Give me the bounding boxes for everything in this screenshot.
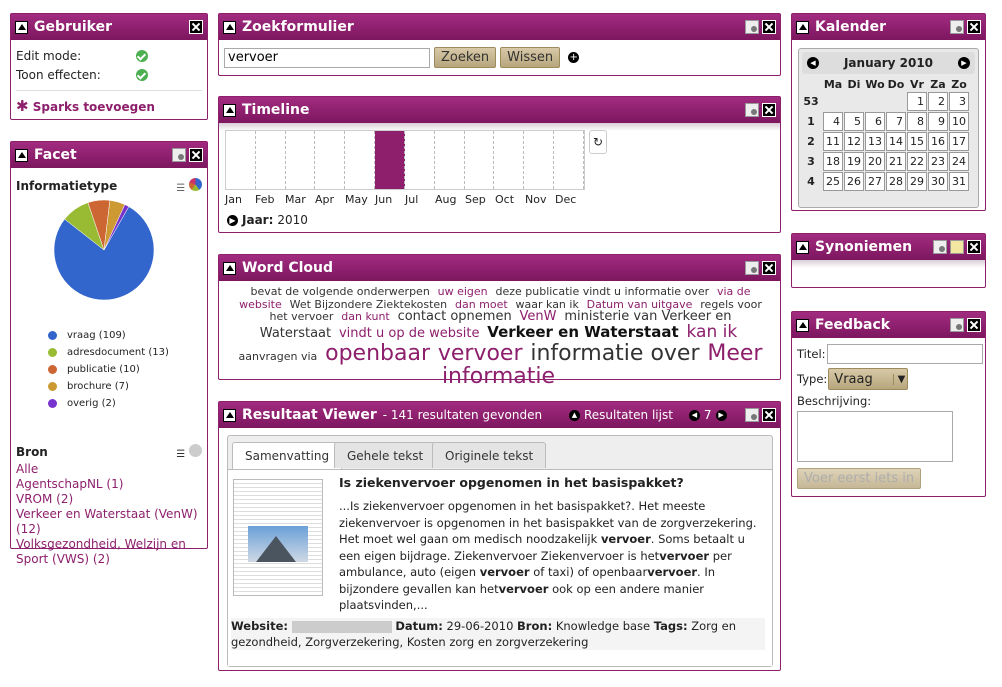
wordcloud-term[interactable]: kan ik <box>686 321 738 342</box>
timeline-month-bar[interactable] <box>465 131 495 189</box>
collapse-icon[interactable] <box>223 409 236 422</box>
calendar-day[interactable]: 10 <box>949 112 969 131</box>
settings-icon[interactable] <box>933 240 947 254</box>
calendar-day[interactable]: 25 <box>823 172 843 191</box>
document-thumbnail[interactable] <box>233 479 323 596</box>
result-count: - 141 resultaten gevonden <box>382 408 543 422</box>
calendar-grid <box>801 77 970 192</box>
timeline-month-label[interactable]: Feb <box>255 193 275 206</box>
prev-icon[interactable]: ◀ <box>689 410 700 421</box>
tags-value: Zorg en gezondheid, Zorgverzekering, Kosten zorg en zorgverzekering <box>231 619 737 649</box>
jaar-label: Jaar: <box>242 213 274 227</box>
close-icon[interactable] <box>189 148 203 162</box>
bron-item[interactable]: Verkeer en Waterstaat (VenW) (12) <box>16 507 198 536</box>
calendar-day[interactable]: 8 <box>907 112 927 131</box>
week-number: 2 <box>807 135 815 148</box>
settings-icon[interactable] <box>950 20 964 34</box>
prev-month-icon[interactable]: ◀ <box>807 57 819 69</box>
kalender-panel <box>791 13 986 211</box>
collapse-icon[interactable] <box>223 104 236 117</box>
bron-item[interactable]: Volksgezondheid, Welzijn en Sport (VWS) (2) <box>16 537 186 566</box>
bron-label: Bron: <box>517 619 553 633</box>
pie-chart-icon[interactable] <box>189 444 202 457</box>
wordcloud-term[interactable]: Meer informatie <box>441 340 763 389</box>
wordcloud-term[interactable]: dan kunt <box>341 310 390 324</box>
calendar-day[interactable]: 15 <box>907 132 927 151</box>
calendar-day[interactable]: 13 <box>865 132 885 151</box>
feedback-panel <box>791 311 986 497</box>
zoekformulier-header <box>219 14 780 40</box>
wissen-button[interactable]: Wissen <box>500 47 560 68</box>
week-number: 1 <box>807 115 815 128</box>
collapse-icon[interactable] <box>796 241 809 254</box>
timeline-bars[interactable] <box>225 130 585 190</box>
panel-title: Gebruiker <box>34 19 113 35</box>
zoekformulier-panel <box>218 13 781 76</box>
chevron-up-icon[interactable]: ▲ <box>569 410 580 421</box>
page-number: 7 <box>703 408 712 422</box>
legend-item[interactable] <box>48 361 202 378</box>
calendar-empty <box>865 92 885 111</box>
settings-icon[interactable] <box>745 408 759 422</box>
close-icon[interactable] <box>189 20 203 34</box>
chevron-down-icon: ▼ <box>893 374 906 385</box>
result-summary <box>339 498 764 614</box>
summary-fragment: ...Is ziekenvervoer opgenomen in het basispakket?. Het meeste ziekenvervoer is opgenomen in het basispakket van de zorgverzekering. Het moet wel gaan om medisch noodzakelijk <box>339 499 757 546</box>
plus-icon[interactable]: + <box>569 52 578 63</box>
timeline-month-label[interactable]: Mar <box>285 193 306 206</box>
wordcloud-term[interactable]: openbaar <box>325 340 431 366</box>
gebruiker-header <box>11 14 207 40</box>
close-icon[interactable] <box>762 103 776 117</box>
type-label: Type: <box>797 372 828 386</box>
legend-dot <box>48 399 57 408</box>
reset-icon[interactable]: ↻ <box>589 130 607 154</box>
legend-dot <box>48 331 57 340</box>
wordcloud-term[interactable]: vindt u op de website <box>338 325 480 341</box>
bron-item[interactable]: AgentschapNL (1) <box>16 477 124 491</box>
sparks-toevoegen-link[interactable]: Sparks toevoegen <box>32 100 155 114</box>
summary-fragment: . In bijzondere gevallen kan het <box>339 565 716 596</box>
wordcloud-term[interactable]: Datum van uitgave <box>586 297 693 311</box>
close-icon[interactable] <box>967 20 981 34</box>
datum-value: 29-06-2010 <box>446 619 514 633</box>
next-icon[interactable]: ▶ <box>716 410 727 421</box>
legend-item[interactable] <box>48 327 202 344</box>
tab-originele-tekst[interactable]: Originele tekst <box>432 442 546 468</box>
summary-fragment: vervoer <box>600 532 651 546</box>
informatietype-heading: Informatietype <box>16 179 118 193</box>
timeline-month-label[interactable]: Jun <box>375 193 393 206</box>
weekday-label: Wo <box>865 78 885 91</box>
titel-label: Titel: <box>797 347 826 361</box>
feedback-header <box>792 312 985 338</box>
collapse-icon[interactable] <box>223 21 236 34</box>
weekday-label: Do <box>887 78 905 91</box>
edit-icon[interactable] <box>950 240 964 254</box>
calendar-day[interactable]: 31 <box>949 172 969 191</box>
panel-title: Feedback <box>815 317 891 333</box>
datum-label: Datum: <box>395 619 443 633</box>
panel-title: Resultaat Viewer <box>242 407 377 423</box>
facet-panel <box>10 141 208 566</box>
weekday-label: Ma <box>823 78 843 91</box>
zoeken-button[interactable]: Zoeken <box>434 47 496 68</box>
tab-gehele-tekst[interactable]: Gehele tekst <box>334 442 436 468</box>
next-month-icon[interactable]: ▶ <box>958 57 970 69</box>
titel-input[interactable] <box>827 344 983 364</box>
timeline-month-bar[interactable] <box>286 131 316 189</box>
asterisk-icon: ✱ <box>16 97 29 115</box>
calendar-day[interactable]: 26 <box>844 172 864 191</box>
timeline-month-bar[interactable] <box>345 131 375 189</box>
bron-item[interactable]: Alle <box>16 462 39 476</box>
summary-fragment: vervoer <box>647 565 698 579</box>
legend-dot <box>48 348 57 357</box>
calendar-day[interactable]: 14 <box>886 132 906 151</box>
week-number: 53 <box>803 95 819 108</box>
calendar-day[interactable]: 9 <box>928 112 948 131</box>
synoniemen-panel <box>791 233 986 288</box>
summary-fragment: ook op een andere manier plaatsvinden,... <box>339 581 705 612</box>
effects-check-icon[interactable] <box>136 69 148 81</box>
timeline-month-label[interactable]: May <box>345 193 368 206</box>
timeline-month-bar[interactable] <box>494 131 524 189</box>
pie-chart-icon[interactable] <box>189 178 202 191</box>
calendar-empty <box>823 92 843 111</box>
timeline-month-bar[interactable] <box>435 131 465 189</box>
calendar-day[interactable]: 12 <box>844 132 864 151</box>
weekday-label: Vr <box>910 78 924 91</box>
legend-dot <box>48 365 57 374</box>
timeline-month-label[interactable]: Nov <box>525 193 547 206</box>
calendar-day[interactable]: 7 <box>886 112 906 131</box>
summary-fragment: per ambulance, auto (eigen <box>339 548 732 579</box>
summary-fragment: of taxi) of openbaar <box>529 565 648 579</box>
timeline-month-bar[interactable] <box>554 131 584 189</box>
calendar-day[interactable]: 24 <box>949 152 969 171</box>
bron-item[interactable]: VROM (2) <box>16 492 74 506</box>
website-value-redacted <box>292 621 392 633</box>
timeline-month-label[interactable]: Aug <box>435 193 457 206</box>
wordcloud-term[interactable]: VenW <box>519 309 557 325</box>
settings-icon[interactable] <box>172 148 186 162</box>
mountain-image <box>248 526 308 562</box>
calendar-day[interactable]: 30 <box>928 172 948 191</box>
wordcloud-term[interactable]: uw eigen <box>437 285 488 298</box>
timeline-panel <box>218 96 781 233</box>
arrow-right-icon[interactable]: ▶ <box>227 215 238 226</box>
panel-title: Zoekformulier <box>242 19 354 35</box>
legend-label: vraag (109) <box>67 330 126 341</box>
informatietype-pie-chart[interactable] <box>16 200 202 320</box>
weekday-label: Di <box>847 78 861 91</box>
close-icon[interactable] <box>762 408 776 422</box>
wordcloud-term[interactable]: waar kan ik <box>515 297 579 311</box>
summary-fragment: vervoer <box>659 548 710 563</box>
summary-fragment: vervoer <box>479 565 530 579</box>
legend-label: brochure (7) <box>67 381 129 392</box>
calendar-month: January 2010 <box>843 56 934 70</box>
calendar-day[interactable]: 21 <box>886 152 906 171</box>
edit-mode-label: Edit mode: <box>16 48 82 63</box>
wordcloud-term[interactable]: ministerie van Verkeer en Waterstaat <box>259 309 732 341</box>
timeline-month-label[interactable]: Jul <box>405 193 419 206</box>
beschrijving-textarea[interactable] <box>797 411 953 462</box>
wordcloud-term[interactable]: informatie over <box>530 340 700 366</box>
timeline-month-bar[interactable] <box>375 131 405 189</box>
panel-title: Facet <box>34 147 77 163</box>
submit-feedback-button[interactable]: Voer eerst iets in <box>797 468 921 489</box>
weekday-label: Za <box>930 78 946 91</box>
close-icon[interactable] <box>762 261 776 275</box>
bron-heading: Bron <box>16 445 48 459</box>
resultaat-header <box>219 402 780 428</box>
close-icon[interactable] <box>967 318 981 332</box>
calendar-day[interactable]: 1 <box>907 92 927 111</box>
timeline-month-label[interactable]: Dec <box>555 193 577 206</box>
summary-fragment: vervoer <box>498 581 549 596</box>
summary-fragment: . Soms betaalt u een eigen bijdrage. Ziekenvervoer Ziekenvervoer is het <box>339 532 745 563</box>
calendar-day[interactable]: 28 <box>886 172 906 191</box>
type-select-value: Vraag <box>834 371 873 387</box>
wordcloud-term[interactable]: vervoer <box>437 340 523 366</box>
calendar-day[interactable]: 5 <box>844 112 864 131</box>
edit-mode-check-icon[interactable] <box>136 50 148 62</box>
panel-title: Word Cloud <box>242 260 334 276</box>
wordcloud-term[interactable]: aanvragen via <box>238 349 318 363</box>
collapse-icon[interactable] <box>223 262 236 275</box>
calendar-day[interactable]: 6 <box>865 112 885 131</box>
list-view-icon[interactable]: ☰ <box>176 449 186 460</box>
timeline-month-bar[interactable] <box>226 131 256 189</box>
timeline-month-label[interactable]: Apr <box>315 193 335 206</box>
wordcloud-panel <box>218 254 781 389</box>
calendar-day[interactable]: 11 <box>823 132 843 151</box>
calendar-empty <box>886 92 906 111</box>
timeline-month-bar[interactable] <box>256 131 286 189</box>
settings-icon[interactable] <box>950 318 964 332</box>
wordcloud-term[interactable]: via de website <box>239 285 751 311</box>
wordcloud-term[interactable]: bevat de volgende onderwerpen <box>250 285 430 298</box>
jaar-value: 2010 <box>277 213 308 227</box>
beschrijving-label: Beschrijving: <box>797 394 872 408</box>
calendar-day[interactable]: 4 <box>823 112 843 131</box>
calendar-day[interactable]: 23 <box>928 152 948 171</box>
toon-effecten-label: Toon effecten: <box>16 67 101 82</box>
result-heading[interactable]: Is ziekenvervoer opgenomen in het basispakket? <box>339 475 684 490</box>
timeline-header <box>219 97 780 123</box>
legend-item[interactable] <box>48 344 202 361</box>
calendar-day[interactable]: 20 <box>865 152 885 171</box>
facet-header <box>11 142 207 168</box>
website-label: Website: <box>231 619 288 633</box>
timeline-month-label[interactable]: Sep <box>465 193 486 206</box>
panel-title: Timeline <box>242 102 310 118</box>
resultaat-panel <box>218 401 781 671</box>
settings-icon[interactable] <box>745 20 759 34</box>
wordcloud-term[interactable]: Verkeer en Waterstaat <box>487 322 679 341</box>
timeline-month-bar[interactable] <box>524 131 554 189</box>
week-number: 3 <box>807 155 815 168</box>
calendar-day[interactable]: 22 <box>907 152 927 171</box>
search-input[interactable] <box>224 48 430 68</box>
tab-samenvatting[interactable]: Samenvatting <box>232 442 342 469</box>
legend-label: adresdocument (13) <box>67 347 169 358</box>
calendar-day[interactable]: 18 <box>823 152 843 171</box>
week-number: 4 <box>807 175 815 188</box>
collapse-icon[interactable] <box>796 319 809 332</box>
timeline-month-label[interactable]: Jan <box>225 193 242 206</box>
calendar-day[interactable]: 29 <box>907 172 927 191</box>
legend-label: overig (2) <box>67 398 116 409</box>
legend-label: publicatie (10) <box>67 364 140 375</box>
wordcloud-term[interactable]: deze publicatie vindt u informatie over <box>495 285 710 298</box>
calendar-day[interactable]: 17 <box>949 132 969 151</box>
wordcloud-term[interactable]: dan moet <box>454 297 508 311</box>
calendar-day[interactable]: 2 <box>928 92 948 111</box>
timeline-month-bar[interactable] <box>315 131 345 189</box>
wordcloud-term[interactable]: Wet Bijzondere Ziektekosten <box>289 297 448 311</box>
type-select[interactable] <box>828 368 908 390</box>
wordcloud-term[interactable]: contact opnemen <box>397 309 512 325</box>
panel-title: Synoniemen <box>815 239 913 255</box>
legend-item[interactable] <box>48 395 202 412</box>
calendar-empty <box>844 92 864 111</box>
settings-icon[interactable] <box>745 103 759 117</box>
calendar-day[interactable]: 19 <box>844 152 864 171</box>
kalender-header <box>792 14 985 40</box>
timeline-month-bar[interactable] <box>405 131 435 189</box>
collapse-icon[interactable] <box>796 21 809 34</box>
settings-icon[interactable] <box>745 261 759 275</box>
collapse-icon[interactable] <box>15 21 28 34</box>
legend-item[interactable] <box>48 378 202 395</box>
gebruiker-panel <box>10 13 208 120</box>
weekday-label: Zo <box>951 78 967 91</box>
calendar-day[interactable]: 16 <box>928 132 948 151</box>
close-icon[interactable] <box>967 240 981 254</box>
wordcloud-term[interactable]: regels voor het vervoer <box>269 297 762 324</box>
wordcloud-header <box>219 255 780 281</box>
bron-value: Knowledge base <box>555 619 651 633</box>
list-view-icon[interactable]: ☰ <box>176 183 186 194</box>
close-icon[interactable] <box>762 20 776 34</box>
timeline-month-label[interactable]: Oct <box>495 193 515 206</box>
calendar-day[interactable]: 3 <box>949 92 969 111</box>
legend-dot <box>48 382 57 391</box>
collapse-icon[interactable] <box>15 149 28 162</box>
resultaten-lijst-link[interactable]: Resultaten lijst <box>584 408 673 422</box>
panel-title: Kalender <box>815 19 886 35</box>
tags-label: Tags: <box>653 619 688 633</box>
calendar-day[interactable]: 27 <box>865 172 885 191</box>
synoniemen-header <box>792 234 985 260</box>
